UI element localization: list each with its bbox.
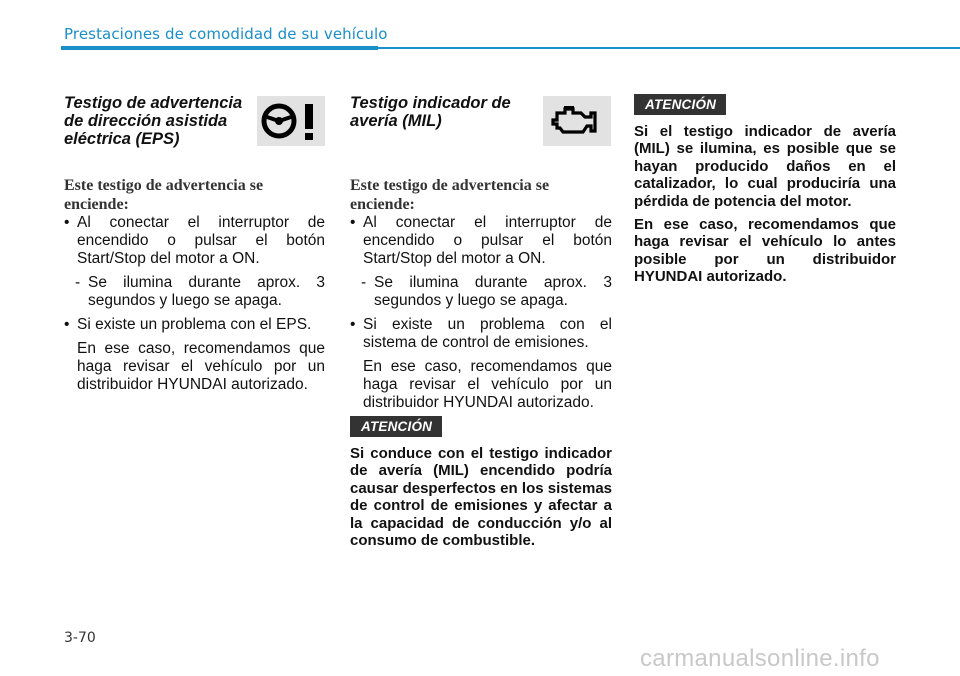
col3-atencion-text xyxy=(634,123,896,292)
mil-bullet-2: • Si existe un problema con el sistema de control de emisiones. xyxy=(350,316,612,352)
eps-bullet-1: • Al conectar el interruptor de encendido o pulsar el botón Start/Stop del motor a ON. xyxy=(64,214,325,268)
mil-atencion-text xyxy=(350,445,612,555)
col3-atencion-badge: ATENCIÓN xyxy=(634,94,726,115)
mil-dash-1: - Se ilumina durante aprox. 3 segundos y luego se apaga. xyxy=(361,274,612,309)
page-number: 3-70 xyxy=(64,630,96,646)
check-engine-icon xyxy=(543,96,611,146)
mil-lead-line-2: enciende: xyxy=(350,196,415,213)
eps-lead-line-1: Este testigo de advertencia se xyxy=(64,177,264,194)
steering-warning-icon xyxy=(257,96,325,146)
eps-title-line-1: Testigo de advertencia xyxy=(64,94,243,112)
eps-lead-line-2: enciende: xyxy=(64,196,129,213)
mil-body xyxy=(350,214,612,418)
mil-lead-line-1: Este testigo de advertencia se xyxy=(350,177,550,194)
mil-title-line-1: Testigo indicador de xyxy=(350,94,511,112)
mil-bullet-1: • Al conectar el interruptor de encendido o pulsar el botón Start/Stop del motor a ON. xyxy=(350,214,612,268)
eps-section-title xyxy=(64,94,264,148)
eps-note: En ese caso, recomendamos que haga revisar el vehículo por un distribuidor HYUNDAI autorizado. xyxy=(77,340,325,393)
mil-note: En ese caso, recomendamos que haga revisar el vehículo por un distribuidor HYUNDAI autorizado. xyxy=(363,358,612,411)
mil-lead xyxy=(350,176,612,214)
col3-paragraph-2: En ese caso, recomendamos que haga revisar el vehículo lo antes posible por un distribuidor HYUNDAI autorizado. xyxy=(634,216,896,286)
eps-body xyxy=(64,214,325,400)
mil-dash-1-text: Se ilumina durante aprox. 3 segundos y luego se apaga. xyxy=(374,274,612,309)
eps-dash-1: - Se ilumina durante aprox. 3 segundos y luego se apaga. xyxy=(75,274,325,309)
eps-title-line-3: eléctrica (EPS) xyxy=(64,130,180,148)
eps-dash-1-text: Se ilumina durante aprox. 3 segundos y luego se apaga. xyxy=(88,274,325,309)
watermark: carmanualsonline.info xyxy=(640,645,880,672)
mil-section-title xyxy=(350,94,540,130)
eps-lead xyxy=(64,176,325,214)
eps-bullet-2: • Si existe un problema con el EPS. xyxy=(64,316,325,334)
col3-paragraph-1: Si el testigo indicador de avería (MIL) se ilumina, es posible que se hayan producido daños en el catalizador, lo cual produciría una pérdida de potencia del motor. xyxy=(634,123,896,210)
mil-title-line-2: avería (MIL) xyxy=(350,112,442,130)
section-header-title: Prestaciones de comodidad de su vehículo xyxy=(64,25,388,43)
eps-title-line-2: de dirección asistida xyxy=(64,112,228,130)
mil-atencion-badge: ATENCIÓN xyxy=(350,416,442,437)
header-rule xyxy=(378,47,960,49)
header-rule-accent xyxy=(61,46,378,50)
mil-atencion-paragraph: Si conduce con el testigo indicador de avería (MIL) encendido podría causar desperfectos en los sistemas de control de emisiones y afectar a la capacidad de conducción y/o al consumo de combustible. xyxy=(350,445,612,550)
